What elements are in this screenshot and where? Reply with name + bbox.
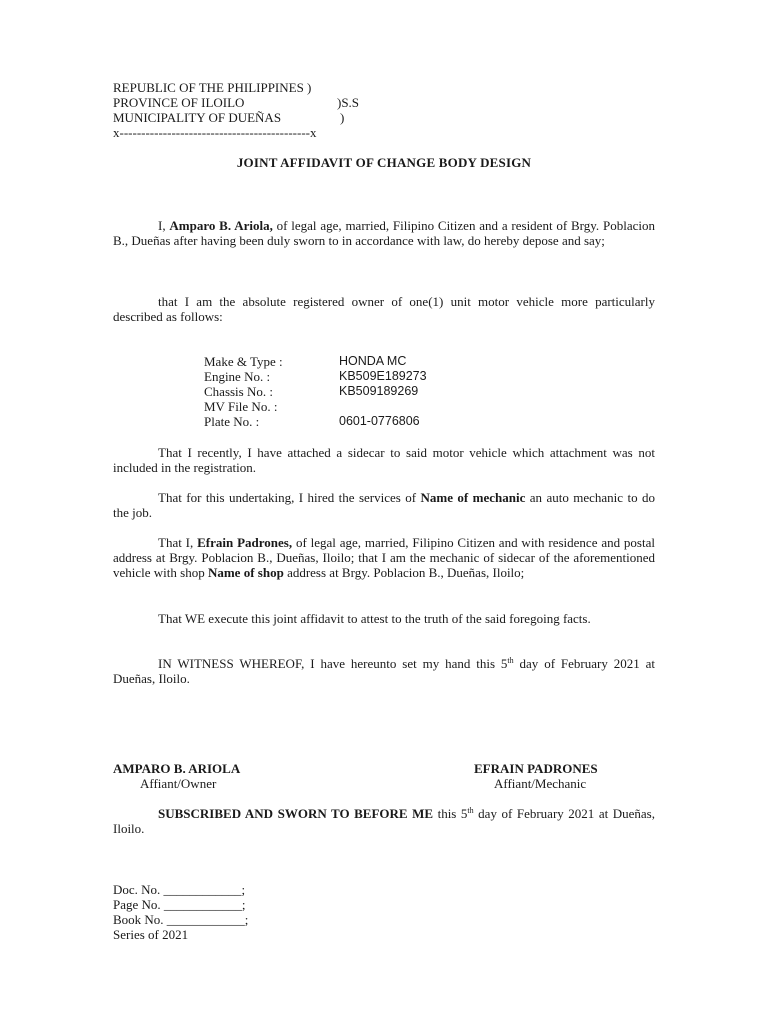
vehicle-label-plate: Plate No. : (204, 414, 260, 429)
affiant-name: Amparo B. Ariola, (169, 218, 273, 233)
jurat-bold: SUBSCRIBED AND SWORN TO BEFORE ME (158, 806, 434, 821)
signatory-owner-role: Affiant/Owner (140, 776, 217, 791)
document-title: JOINT AFFIDAVIT OF CHANGE BODY DESIGN (236, 155, 532, 170)
mechanic-paragraph (113, 535, 655, 581)
ownership-text: that I am the absolute registered owner of one(1) unit motor vehicle more particularly described as follows: (113, 294, 655, 325)
witness-pre: IN WITNESS WHEREOF, I have hereunto set my hand this 5 (158, 656, 508, 671)
vehicle-value-make: HONDA MC (339, 354, 407, 368)
witness-sup: th (507, 656, 514, 665)
witness-post: day of February 2021 at Dueñas, Iloilo. (113, 656, 655, 687)
sidecar-paragraph (113, 445, 655, 475)
header-divider: x--------------------------------------------x (113, 125, 317, 140)
vehicle-value-plate: 0601-0776806 (339, 414, 420, 428)
mechanic-pre: That I, (158, 535, 198, 550)
mechanic-post: address at Brgy. Poblacion B., Dueñas, Iloilo; (283, 565, 525, 581)
vehicle-label-chassis: Chassis No. : (204, 384, 273, 399)
execute-text: That WE execute this joint affidavit to attest to the truth of the said foregoing facts. (158, 611, 591, 626)
header-republic: REPUBLIC OF THE PHILIPPINES ) (113, 80, 312, 95)
hire-paragraph (113, 490, 655, 520)
witness-paragraph (113, 656, 655, 686)
shop-placeholder: Name of shop (207, 565, 284, 581)
vehicle-value-chassis: KB509189269 (339, 384, 419, 398)
notarial-doc-no: Doc. No. ____________; (113, 882, 246, 897)
vehicle-label-mvfile: MV File No. : (204, 399, 278, 414)
signatory-mechanic-name: EFRAIN PADRONES (474, 761, 598, 776)
jurat-paragraph (113, 806, 655, 836)
vehicle-label-engine: Engine No. : (204, 369, 271, 384)
vehicle-value-engine: KB509E189273 (339, 369, 427, 383)
header-ss: )S.S (337, 95, 360, 110)
notarial-book-no: Book No. ____________; (113, 912, 249, 927)
header-paren: ) (340, 110, 345, 125)
jurat-sup: th (467, 806, 474, 815)
header-province: PROVINCE OF ILOILO (113, 95, 245, 110)
hire-pre: That for this undertaking, I hired the services of (158, 490, 421, 505)
mechanic-name: Efrain Padrones, (197, 535, 293, 550)
ownership-paragraph (113, 294, 655, 324)
mechanic-mid: of legal age, married, Filipino Citizen and with residence and postal address at Brgy. Poblacion B., Dueñas, Iloilo; that I am the mechanic of sidecar of the aforementioned vehicle with shop (113, 535, 655, 581)
mechanic-placeholder: Name of mechanic (420, 490, 526, 505)
notarial-series: Series of 2021 (113, 927, 189, 942)
vehicle-label-make: Make & Type : (204, 354, 283, 369)
signatory-owner-name: AMPARO B. ARIOLA (113, 761, 241, 776)
notarial-page-no: Page No. ____________; (113, 897, 246, 912)
sidecar-text: That I recently, I have attached a sidecar to said motor vehicle which attachment was not included in the registration. (113, 445, 655, 476)
signatory-mechanic-role: Affiant/Mechanic (494, 776, 587, 791)
hire-post: an auto mechanic to do the job. (113, 490, 655, 521)
intro-post: of legal age, married, Filipino Citizen and a resident of Brgy. Poblacion B., Dueñas after having been duly sworn to in accordance with law, do hereby depose and say; (113, 218, 655, 249)
jurat-pre: this 5 (433, 806, 468, 821)
jurat-post: day of February 2021 at Dueñas, Iloilo. (113, 806, 655, 837)
header-municipality: MUNICIPALITY OF DUEÑAS (113, 110, 282, 125)
execute-paragraph (113, 611, 655, 626)
intro-paragraph (113, 218, 655, 248)
intro-pre: I, (158, 218, 170, 233)
